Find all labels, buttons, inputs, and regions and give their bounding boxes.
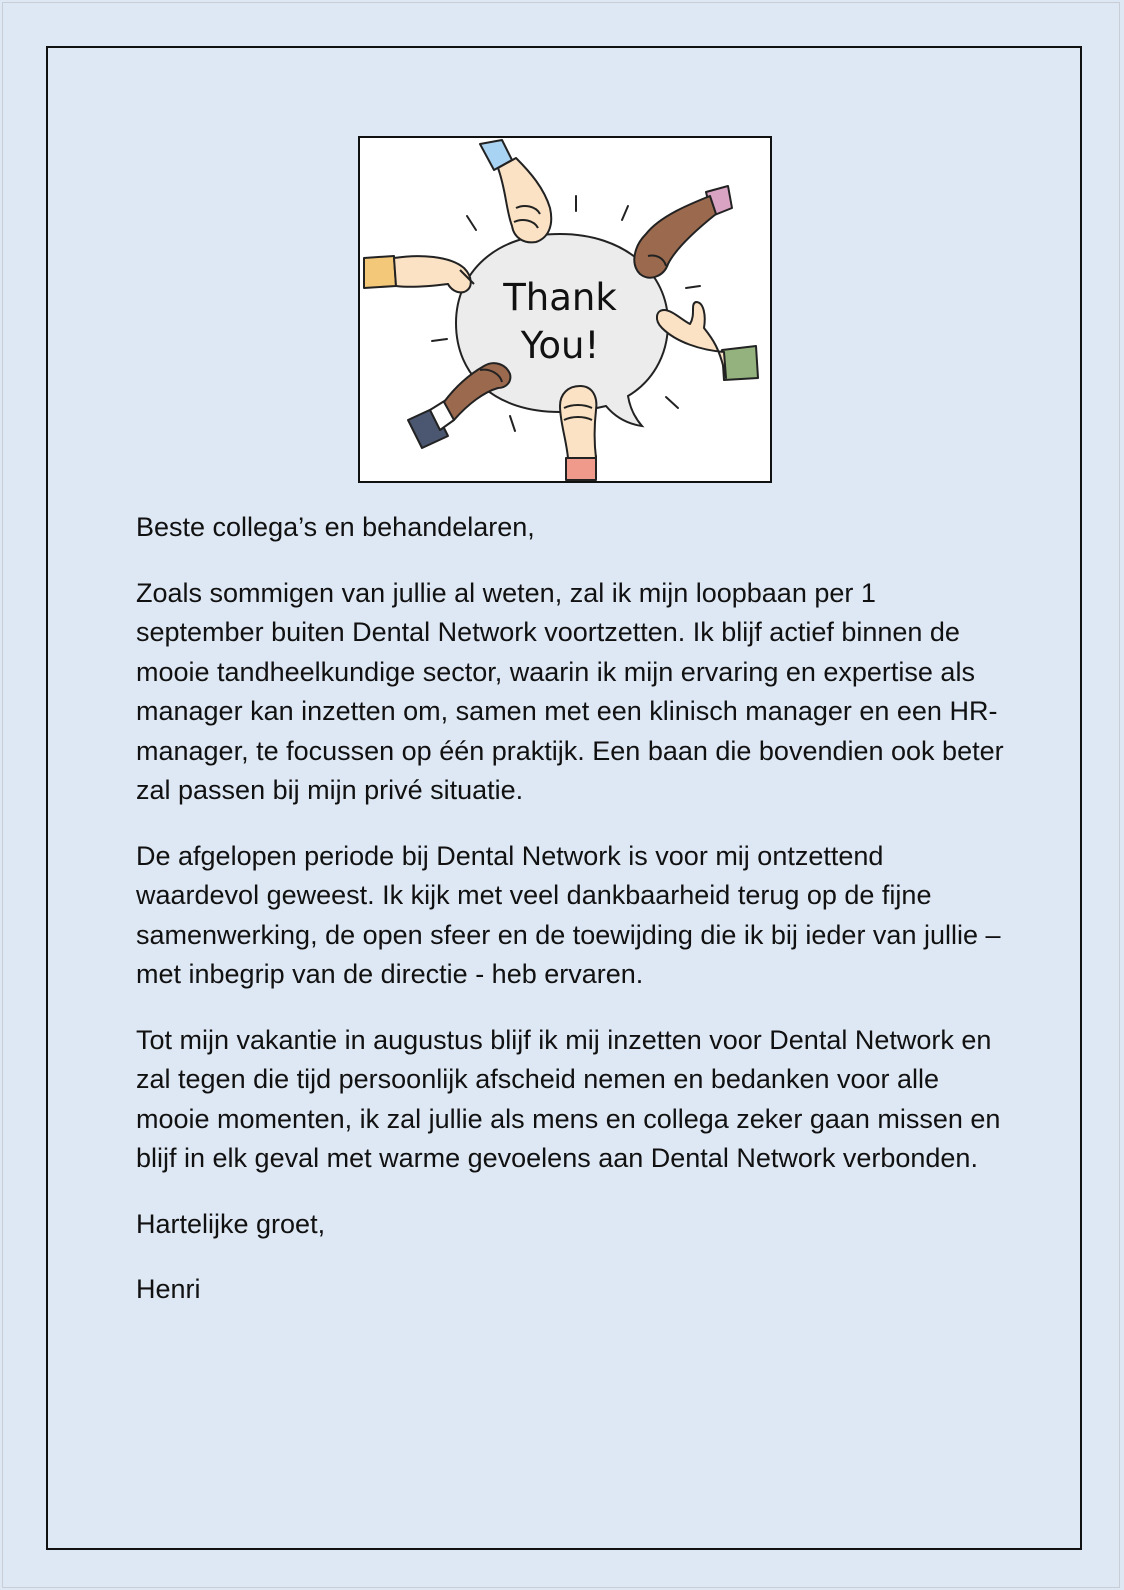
letter-body	[136, 508, 1006, 1336]
hand-right-icon	[657, 302, 758, 380]
hand-bottom-left-icon	[408, 363, 510, 448]
hand-bottom-icon	[560, 386, 596, 480]
thank-you-illustration-svg	[360, 138, 770, 481]
closing: Hartelijke groet,	[136, 1208, 326, 1239]
salutation: Beste collega’s en behandelaren,	[136, 512, 535, 542]
thank-you-illustration	[358, 136, 772, 483]
paragraph-farewell: Tot mijn vakantie in augustus blijf ik mij inzetten voor Dental Network en zal tegen die tijd persoonlijk afscheid nemen en bedanken voor alle mooie momenten, ik zal jullie als mens en collega zeker gaan missen en blijf in elk geval met warme gevoelens aan Dental Network verbonden.	[136, 1024, 1001, 1173]
you-text: You!	[520, 324, 600, 367]
hand-top-icon	[480, 140, 551, 242]
hand-top-right-icon	[634, 186, 732, 278]
signature: Henri	[136, 1274, 201, 1304]
hand-left-icon	[364, 256, 474, 292]
paragraph-career-change: Zoals sommigen van jullie al weten, zal ik mijn loopbaan per 1 september buiten Dental Network voortzetten. Ik blijf actief binnen de mooie tandheelkundige sector, waarin ik mijn ervaring en expertise als manager kan inzetten om, samen met een klinisch manager en een HR-manager, te focussen op één praktijk. Een baan die bovendien ook beter zal passen bij mijn privé situatie.	[136, 577, 1004, 805]
paragraph-gratitude: De afgelopen periode bij Dental Network is voor mij ontzettend waardevol geweest. Ik kijk met veel dankbaarheid terug op de fijne samenwerking, de open sfeer en de toewijding die ik bij ieder van jullie – met inbegrip van de directie - heb ervaren.	[136, 840, 1001, 989]
thank-text: Thank	[503, 276, 617, 319]
